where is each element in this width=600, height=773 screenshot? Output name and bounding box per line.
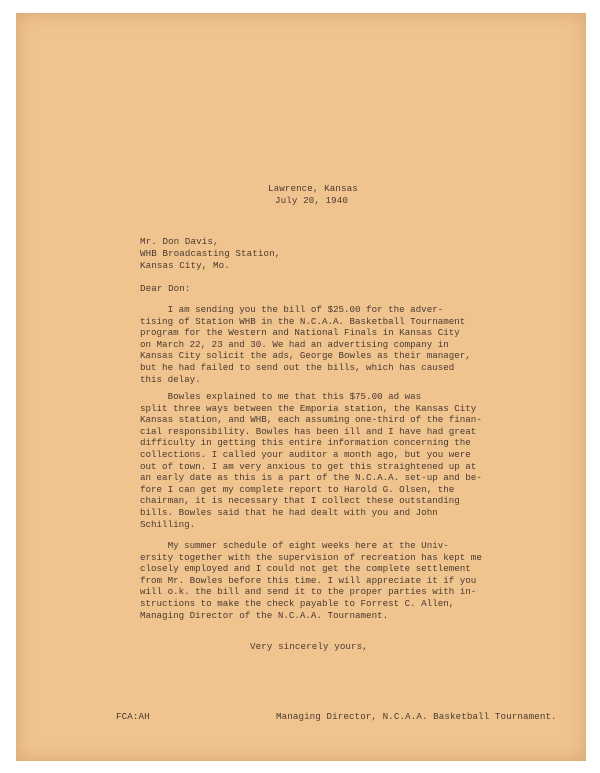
recipient-city: Kansas City, Mo. [140,260,230,271]
paragraph-line: Kansas station, and WHB, each assuming one-third of the finan- [140,414,482,426]
paragraph-line: but he had failed to send out the bills, which has caused [140,361,455,373]
paragraph-line: this delay. [140,373,201,385]
paragraph-2 [140,391,482,530]
paragraph-line: an early date as this is a part of the N.C.A.A. set-up and be- [140,472,482,484]
letter-date: July 20, 1940 [275,195,348,206]
paragraph-line: will o.k. the bill and send it to the proper parties with in- [140,586,477,598]
paragraph-line: chairman, it is necessary that I collect these outstanding [140,495,460,507]
paragraph-line: difficulty in getting this entire information concerning the [140,437,471,449]
letter-city: Lawrence, Kansas [268,183,358,194]
signature-title: Managing Director, N.C.A.A. Basketball Tournament. [276,711,557,722]
paragraph-line: structions to make the check payable to Forrest C. Allen, [140,597,455,609]
paragraph-line: bills. Bowles said that he had dealt with you and John [140,506,438,518]
paragraph-line: program for the Western and National Finals in Kansas City [140,327,460,339]
paragraph-line: ersity together with the supervision of recreation has kept me [140,551,482,563]
paragraph-1 [140,304,471,385]
salutation: Dear Don: [140,283,191,294]
paragraph-line: fore I can get my complete report to Harold G. Olsen, the [140,483,455,495]
paragraph-line: split three ways between the Emporia station, the Kansas City [140,402,477,414]
paragraph-3 [140,540,482,621]
paragraph-line: Schilling. [140,518,196,530]
paragraph-line: collections. I called your auditor a month ago, but you were [140,448,471,460]
paragraph-line: tising of Station WHB in the N.C.A.A. Basketball Tournament [140,315,466,327]
paragraph-line: Kansas City solicit the ads, George Bowles as their manager, [140,350,471,362]
closing: Very sincerely yours, [250,641,368,652]
recipient-name: Mr. Don Davis, [140,236,219,247]
paragraph-line: from Mr. Bowles before this time. I will appreciate it if you [140,574,477,586]
paragraph-line: out of town. I am very anxious to get this straightened up at [140,460,477,472]
typist-initials: FCA:AH [116,711,150,722]
paragraph-line: I am sending you the bill of $25.00 for the adver- [140,304,444,315]
paragraph-line: cial responsibility. Bowles has been ill and I have had great [140,425,477,437]
recipient-org: WHB Broadcasting Station, [140,248,281,259]
paragraph-line: on March 22, 23 and 30. We had an advertising company in [140,338,449,350]
letter-page [16,13,586,761]
paragraph-line: Managing Director of the N.C.A.A. Tournament. [140,609,389,621]
paragraph-line: My summer schedule of eight weeks here at the Univ- [140,540,449,551]
paragraph-line: closely employed and I could not get the complete settlement [140,563,471,575]
paragraph-line: Bowles explained to me that this $75.00 ad was [140,391,422,402]
